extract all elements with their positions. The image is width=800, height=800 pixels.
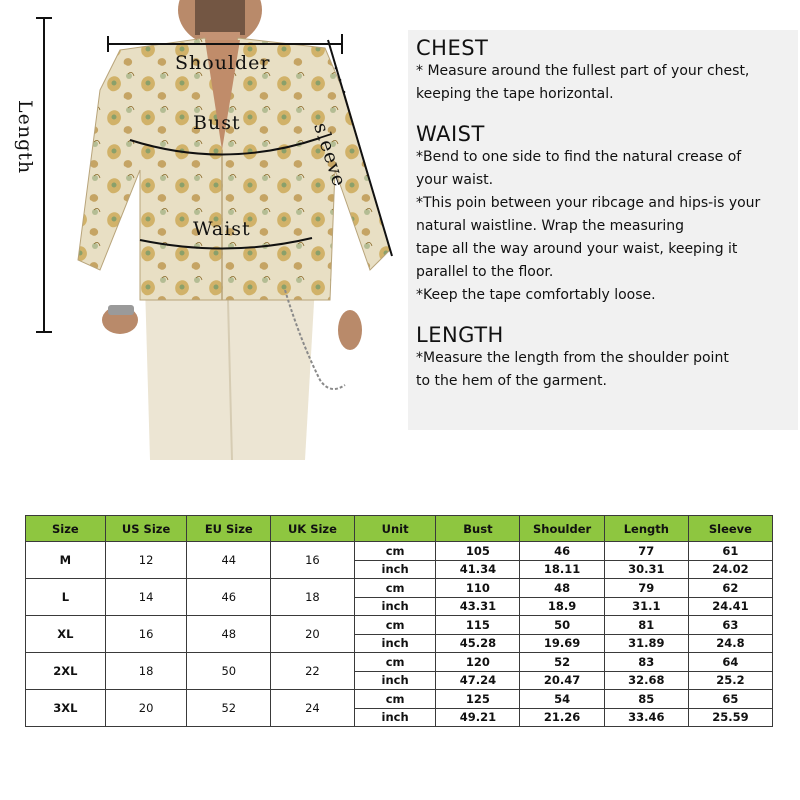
cell-eu: 44 — [187, 542, 271, 579]
cell-unit: inch — [354, 708, 436, 727]
table-header-row — [26, 516, 773, 542]
cell-unit: cm — [354, 542, 436, 561]
measurement-guide — [408, 30, 798, 430]
cell-sleeve: 63 — [688, 616, 772, 635]
cell-eu: 48 — [187, 616, 271, 653]
cell-size: 3XL — [26, 690, 106, 727]
waist-line: parallel to the floor. — [416, 264, 554, 280]
cell-size: XL — [26, 616, 106, 653]
header-uk-size: UK Size — [271, 516, 355, 542]
cell-us: 16 — [105, 616, 187, 653]
cell-sleeve: 24.8 — [688, 634, 772, 653]
header-shoulder: Shoulder — [520, 516, 604, 542]
cell-uk: 18 — [271, 579, 355, 616]
cell-unit: cm — [354, 653, 436, 672]
length-line: *Measure the length from the shoulder point — [416, 350, 729, 366]
cell-shoulder: 20.47 — [520, 671, 604, 690]
cell-uk: 22 — [271, 653, 355, 690]
cell-eu: 46 — [187, 579, 271, 616]
waist-line: your waist. — [416, 172, 494, 188]
cell-sleeve: 62 — [688, 579, 772, 598]
table-row — [26, 653, 773, 672]
waist-title: WAIST — [416, 122, 485, 146]
size-chart-table — [25, 515, 773, 727]
cell-uk: 24 — [271, 690, 355, 727]
cell-sleeve: 64 — [688, 653, 772, 672]
cell-shoulder: 21.26 — [520, 708, 604, 727]
cell-length: 30.31 — [604, 560, 688, 579]
cell-length: 33.46 — [604, 708, 688, 727]
header-eu-size: EU Size — [187, 516, 271, 542]
waist-line: *Keep the tape comfortably loose. — [416, 287, 656, 303]
header-unit: Unit — [354, 516, 436, 542]
cell-bust: 43.31 — [436, 597, 520, 616]
cell-sleeve: 61 — [688, 542, 772, 561]
length-section — [416, 323, 792, 393]
length-title: LENGTH — [416, 323, 504, 347]
chest-line: * Measure around the fullest part of your chest, — [416, 63, 750, 79]
cell-length: 31.89 — [604, 634, 688, 653]
cell-length: 31.1 — [604, 597, 688, 616]
cell-bust: 120 — [436, 653, 520, 672]
chest-line: keeping the tape horizontal. — [416, 86, 614, 102]
cell-shoulder: 52 — [520, 653, 604, 672]
chest-title: CHEST — [416, 36, 489, 60]
cell-bust: 47.24 — [436, 671, 520, 690]
cell-sleeve: 24.02 — [688, 560, 772, 579]
cell-unit: cm — [354, 616, 436, 635]
cell-size: 2XL — [26, 653, 106, 690]
cell-size: M — [26, 542, 106, 579]
cell-unit: inch — [354, 597, 436, 616]
cell-bust: 110 — [436, 579, 520, 598]
cell-sleeve: 65 — [688, 690, 772, 709]
cell-size: L — [26, 579, 106, 616]
cell-us: 18 — [105, 653, 187, 690]
cell-length: 81 — [604, 616, 688, 635]
cell-unit: inch — [354, 560, 436, 579]
header-length: Length — [604, 516, 688, 542]
cell-bust: 41.34 — [436, 560, 520, 579]
cell-shoulder: 54 — [520, 690, 604, 709]
length-label: Length — [14, 100, 36, 175]
table-row — [26, 542, 773, 561]
sleeve-label: sleeve — [309, 120, 351, 190]
cell-bust: 115 — [436, 616, 520, 635]
cell-eu: 50 — [187, 653, 271, 690]
length-label-wrap — [14, 100, 44, 220]
cell-sleeve: 24.41 — [688, 597, 772, 616]
table-row — [26, 690, 773, 709]
cell-eu: 52 — [187, 690, 271, 727]
header-us-size: US Size — [105, 516, 187, 542]
cell-bust: 125 — [436, 690, 520, 709]
bust-label: Bust — [193, 112, 241, 134]
length-line: to the hem of the garment. — [416, 373, 607, 389]
cell-shoulder: 19.69 — [520, 634, 604, 653]
cell-bust: 49.21 — [436, 708, 520, 727]
header-size: Size — [26, 516, 106, 542]
table-row — [26, 616, 773, 635]
cell-length: 85 — [604, 690, 688, 709]
header-sleeve: Sleeve — [688, 516, 772, 542]
cell-length: 77 — [604, 542, 688, 561]
cell-sleeve: 25.2 — [688, 671, 772, 690]
cell-length: 79 — [604, 579, 688, 598]
waist-line: natural waistline. Wrap the measuring — [416, 218, 685, 234]
cell-us: 20 — [105, 690, 187, 727]
cell-bust: 45.28 — [436, 634, 520, 653]
cell-unit: inch — [354, 671, 436, 690]
cell-shoulder: 46 — [520, 542, 604, 561]
waist-line: *Bend to one side to find the natural crease of — [416, 149, 742, 165]
chest-section — [416, 36, 792, 106]
cell-sleeve: 25.59 — [688, 708, 772, 727]
cell-bust: 105 — [436, 542, 520, 561]
table-row — [26, 579, 773, 598]
cell-unit: inch — [354, 634, 436, 653]
cell-uk: 20 — [271, 616, 355, 653]
cell-us: 12 — [105, 542, 187, 579]
header-bust: Bust — [436, 516, 520, 542]
waist-label: Waist — [193, 218, 251, 240]
cell-shoulder: 18.11 — [520, 560, 604, 579]
cell-us: 14 — [105, 579, 187, 616]
shoulder-label: Shoulder — [175, 52, 271, 74]
cell-unit: cm — [354, 579, 436, 598]
cell-length: 32.68 — [604, 671, 688, 690]
waist-line: *This poin between your ribcage and hips-is your — [416, 195, 761, 211]
cell-uk: 16 — [271, 542, 355, 579]
cell-shoulder: 18.9 — [520, 597, 604, 616]
cell-shoulder: 50 — [520, 616, 604, 635]
cell-length: 83 — [604, 653, 688, 672]
waist-section — [416, 122, 792, 307]
cell-shoulder: 48 — [520, 579, 604, 598]
waist-line: tape all the way around your waist, keeping it — [416, 241, 738, 257]
cell-unit: cm — [354, 690, 436, 709]
